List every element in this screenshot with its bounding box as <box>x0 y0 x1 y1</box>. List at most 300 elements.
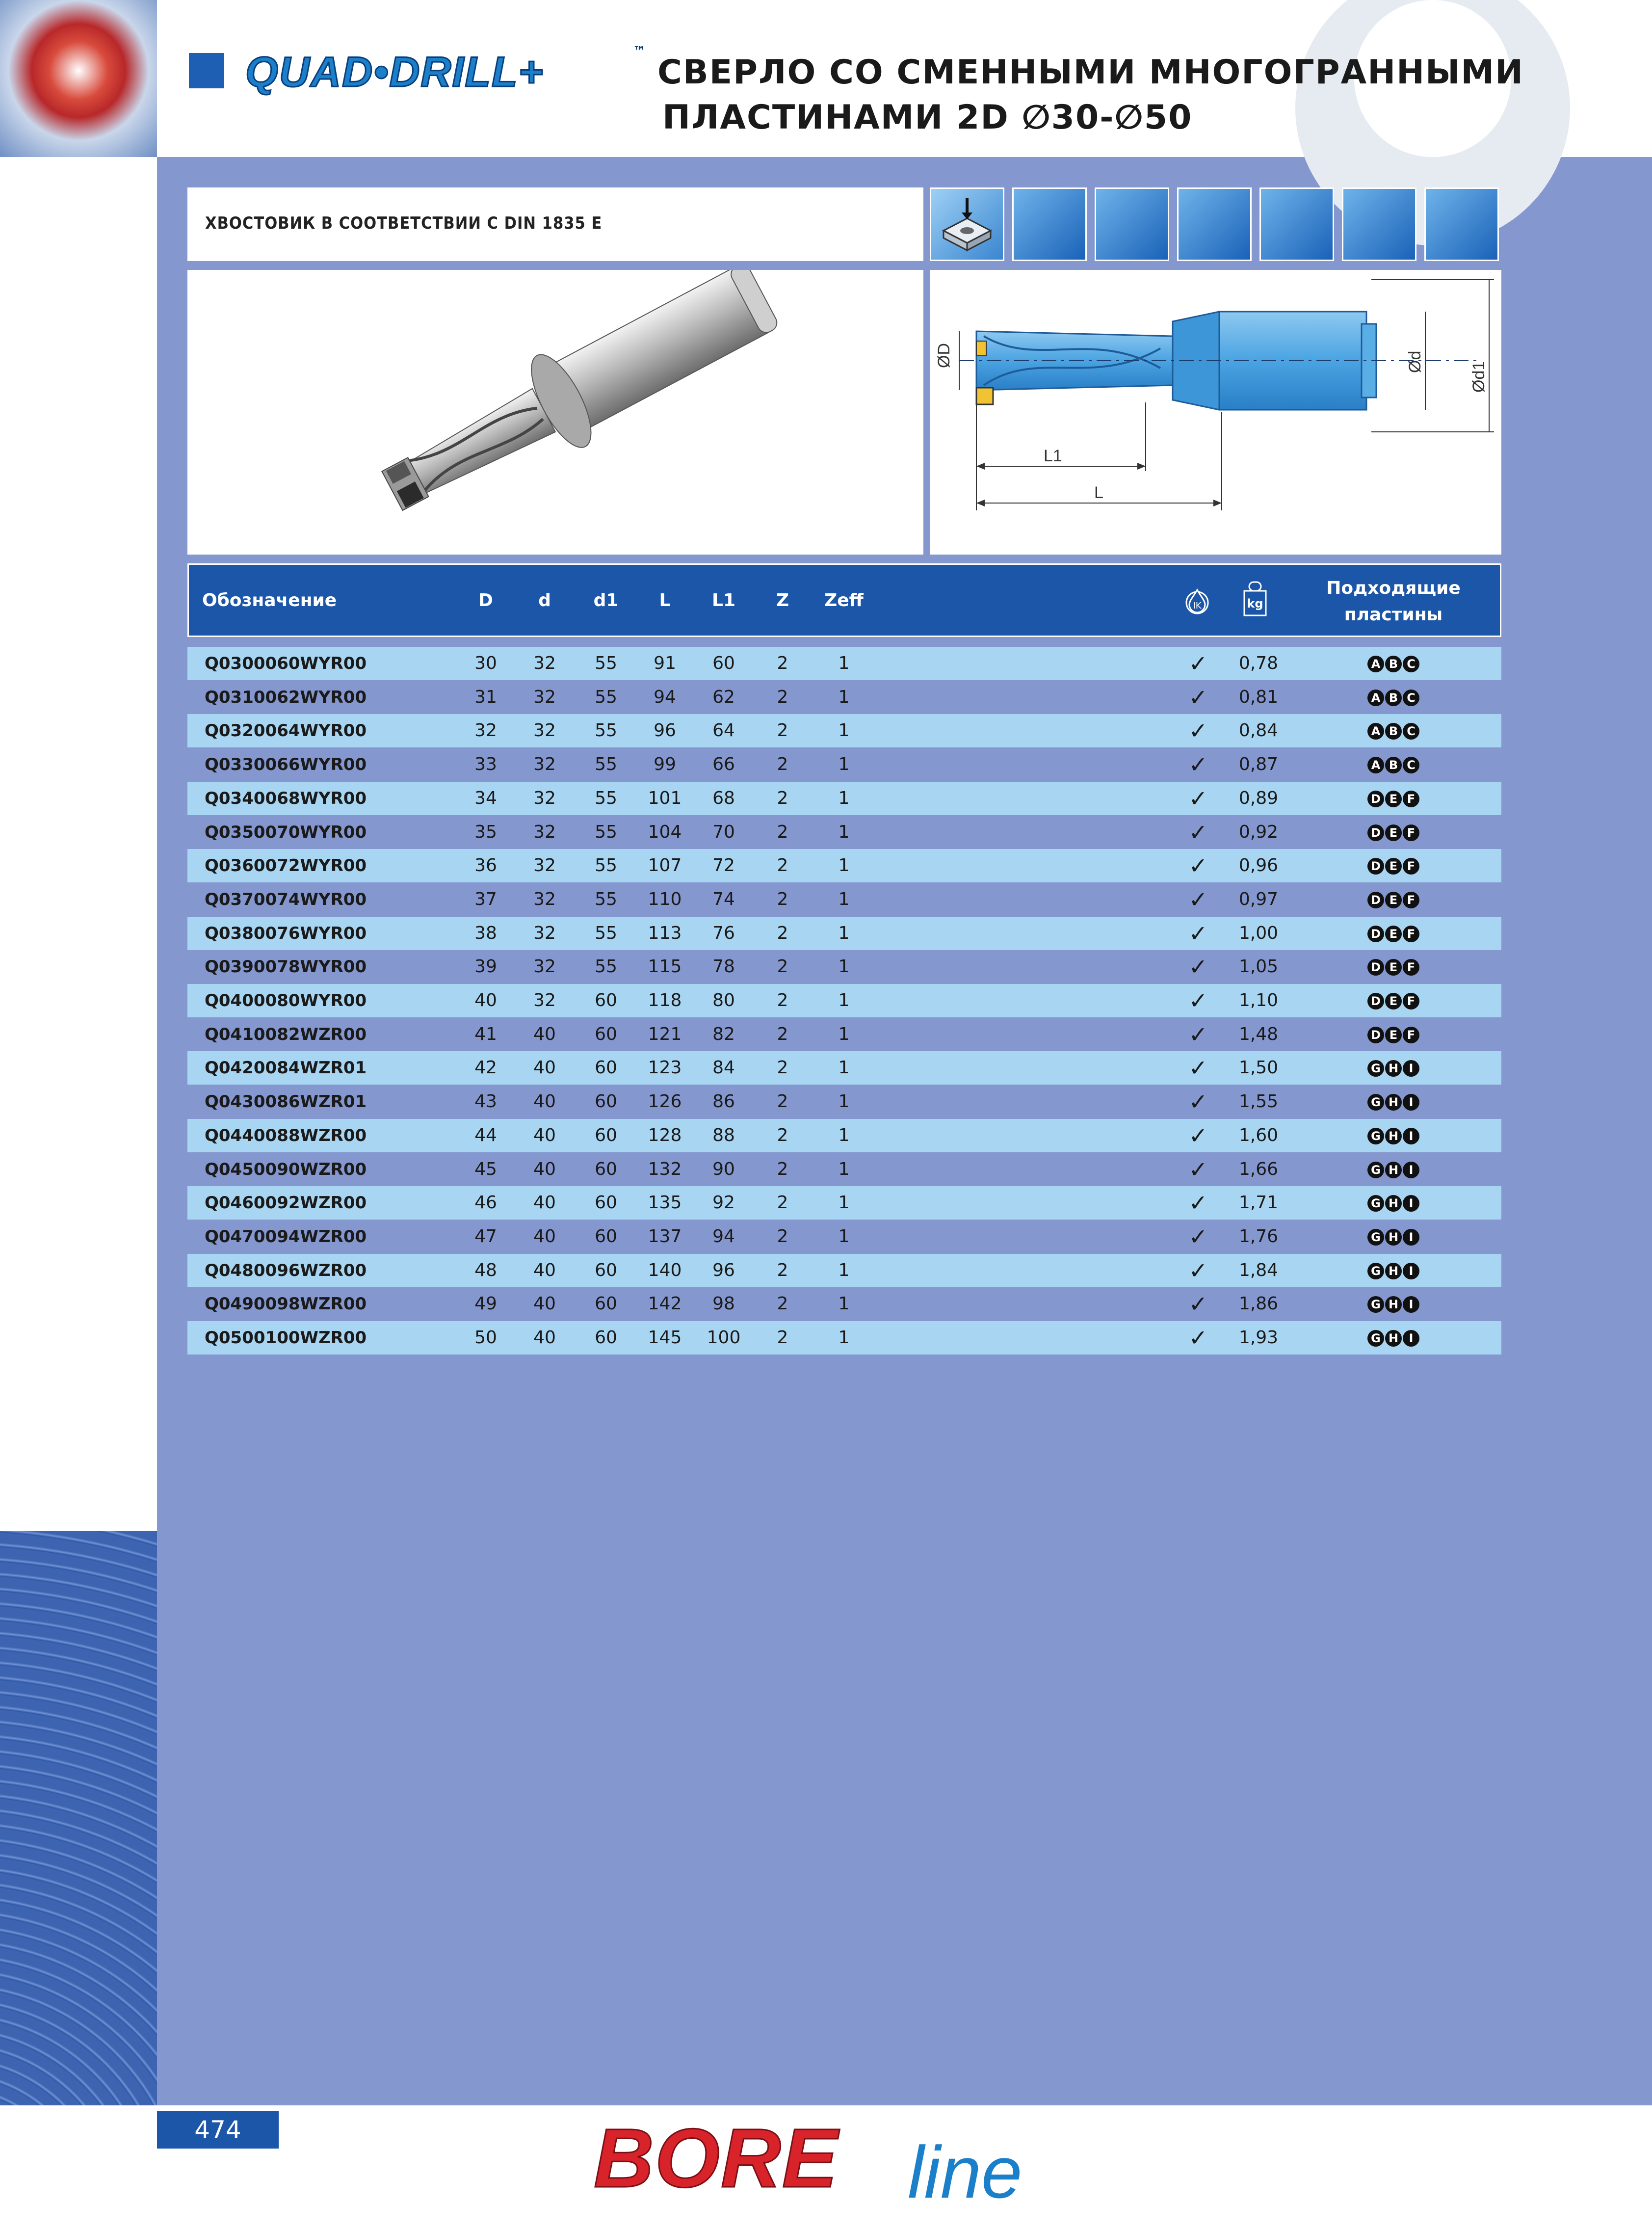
plate-badge: F <box>1403 993 1419 1009</box>
plate-badge: H <box>1385 1094 1402 1111</box>
plate-badge: A <box>1367 656 1384 672</box>
cell-kg: 1,05 <box>1238 956 1279 977</box>
plate-badge: B <box>1385 723 1402 740</box>
plate-badge: D <box>1367 993 1384 1009</box>
col-header-L1: L1 <box>712 590 735 611</box>
cell-code: Q0450090WZR00 <box>205 1159 367 1179</box>
cell-l: 118 <box>648 990 682 1010</box>
plate-badge: G <box>1367 1128 1384 1144</box>
table-row <box>187 1186 1501 1220</box>
cell-l1: 100 <box>707 1328 741 1348</box>
plate-badge: F <box>1403 892 1419 908</box>
page-title-line1: СВЕРЛО СО СМЕННЫМИ МНОГОГРАННЫМИ <box>657 53 1524 92</box>
cell-z: 2 <box>777 990 788 1010</box>
table-row <box>187 1287 1501 1321</box>
plate-badge: I <box>1403 1263 1419 1279</box>
plate-badge: H <box>1385 1128 1402 1144</box>
cell-d: 32 <box>533 687 556 707</box>
col-header-plates-line2: пластины <box>1344 605 1443 625</box>
coolant-check-icon: ✓ <box>1188 920 1208 947</box>
cell-d: 32 <box>533 822 556 842</box>
cell-code: Q0330066WYR00 <box>205 755 367 775</box>
dim-label-d1: Ød1 <box>1469 361 1488 393</box>
cell-d: 40 <box>533 1159 556 1179</box>
cell-d1: 60 <box>595 1058 617 1078</box>
cell-code: Q0440088WZR00 <box>205 1125 367 1145</box>
cell-kg: 1,10 <box>1238 990 1279 1010</box>
cell-code: Q0460092WZR00 <box>205 1193 367 1213</box>
cell-d1: 60 <box>595 1226 617 1247</box>
plate-badge: H <box>1385 1330 1402 1347</box>
coolant-check-icon: ✓ <box>1188 1156 1208 1183</box>
plate-badge: G <box>1367 1094 1384 1111</box>
plate-badge: D <box>1367 858 1384 875</box>
cell-l: 142 <box>648 1294 682 1314</box>
cell-l1: 98 <box>712 1294 735 1314</box>
plate-badge: E <box>1385 959 1402 976</box>
cell-kg: 1,71 <box>1238 1193 1279 1213</box>
cell-d1: 55 <box>595 956 617 977</box>
cell-d: 33 <box>474 754 497 775</box>
compatible-plates-badges <box>1349 748 1438 781</box>
cell-d: 40 <box>533 1226 556 1247</box>
coolant-check-icon: ✓ <box>1188 1021 1208 1048</box>
cell-zeff: 1 <box>838 923 850 943</box>
cell-code: Q0430086WZR01 <box>205 1092 367 1112</box>
col-header-code: Обозначение <box>202 590 337 611</box>
table-row <box>187 984 1501 1017</box>
cell-z: 2 <box>777 1260 788 1280</box>
cell-l1: 84 <box>712 1058 735 1078</box>
cell-l1: 92 <box>712 1193 735 1213</box>
title-square-marker <box>189 53 224 88</box>
cell-code: Q0390078WYR00 <box>205 957 367 977</box>
cell-kg: 1,55 <box>1238 1091 1279 1112</box>
cell-d: 30 <box>474 653 497 673</box>
plate-badge: E <box>1385 791 1402 807</box>
plate-badge: E <box>1385 926 1402 942</box>
cell-code: Q0400080WYR00 <box>205 991 367 1010</box>
plate-badge: B <box>1385 757 1402 773</box>
plate-badge: D <box>1367 892 1384 908</box>
plate-badge: D <box>1367 926 1384 942</box>
insert-type-icon <box>930 187 1004 261</box>
cell-l: 113 <box>648 923 682 943</box>
cell-kg: 0,81 <box>1238 687 1279 707</box>
decorative-photo-corner <box>0 0 157 157</box>
icon-slot-6 <box>1342 187 1416 261</box>
cell-code: Q0340068WYR00 <box>205 788 367 808</box>
cell-d: 47 <box>474 1226 497 1247</box>
cell-d: 40 <box>533 1260 556 1280</box>
plate-badge: G <box>1367 1296 1384 1313</box>
cell-d1: 60 <box>595 1294 617 1314</box>
plate-badge: H <box>1385 1229 1402 1246</box>
cell-d: 45 <box>474 1159 497 1179</box>
plate-badge: F <box>1403 1027 1419 1043</box>
cell-z: 2 <box>777 923 788 943</box>
plate-badge: C <box>1403 656 1419 672</box>
coolant-check-icon: ✓ <box>1188 717 1208 744</box>
cell-d: 46 <box>474 1193 497 1213</box>
cell-l: 101 <box>648 788 682 808</box>
cell-d: 32 <box>533 990 556 1010</box>
cell-z: 2 <box>777 720 788 741</box>
cell-d: 39 <box>474 956 497 977</box>
compatible-plates-badges <box>1349 883 1438 916</box>
cell-d: 32 <box>533 720 556 741</box>
cell-d: 32 <box>533 889 556 909</box>
table-row <box>187 1119 1501 1152</box>
coolant-check-icon: ✓ <box>1188 954 1208 981</box>
cell-zeff: 1 <box>838 822 850 842</box>
cell-z: 2 <box>777 855 788 876</box>
cell-d: 32 <box>533 754 556 775</box>
table-row <box>187 647 1501 680</box>
cell-l1: 74 <box>712 889 735 909</box>
plate-badge: C <box>1403 690 1419 706</box>
cell-code: Q0320064WYR00 <box>205 721 367 741</box>
cell-l1: 70 <box>712 822 735 842</box>
icon-slot-2 <box>1012 187 1087 261</box>
cell-zeff: 1 <box>838 1024 850 1044</box>
cell-d1: 60 <box>595 990 617 1010</box>
cell-code: Q0370074WYR00 <box>205 889 367 909</box>
plate-badge: D <box>1367 1027 1384 1043</box>
coolant-check-icon: ✓ <box>1188 650 1208 677</box>
cell-z: 2 <box>777 754 788 775</box>
table-row <box>187 1321 1501 1355</box>
plate-badge: I <box>1403 1195 1419 1212</box>
cell-kg: 1,86 <box>1238 1294 1279 1314</box>
coolant-check-icon: ✓ <box>1188 1122 1208 1149</box>
plate-badge: E <box>1385 892 1402 908</box>
col-header-Z: Z <box>776 590 789 611</box>
cell-d1: 60 <box>595 1159 617 1179</box>
cell-l: 126 <box>648 1091 682 1112</box>
plate-badge: I <box>1403 1128 1419 1144</box>
cell-kg: 1,50 <box>1238 1058 1279 1078</box>
cell-d1: 55 <box>595 754 617 775</box>
cell-l1: 90 <box>712 1159 735 1179</box>
cell-d: 48 <box>474 1260 497 1280</box>
cell-d: 31 <box>474 687 497 707</box>
cell-z: 2 <box>777 1226 788 1247</box>
dim-label-d: Ød <box>1406 350 1424 373</box>
table-row <box>187 748 1501 781</box>
table-row <box>187 681 1501 714</box>
cell-kg: 1,76 <box>1238 1226 1279 1247</box>
col-header-d1: d1 <box>593 590 619 611</box>
icon-slot-5 <box>1259 187 1334 261</box>
cell-l: 94 <box>654 687 676 707</box>
cell-zeff: 1 <box>838 720 850 741</box>
coolant-check-icon: ✓ <box>1188 1291 1208 1318</box>
cell-l: 96 <box>654 720 676 741</box>
table-row <box>187 782 1501 815</box>
drill-photo-illustration <box>187 270 923 555</box>
cell-d: 38 <box>474 923 497 943</box>
coolant-check-icon: ✓ <box>1188 1055 1208 1082</box>
plate-badge: H <box>1385 1195 1402 1212</box>
compatible-plates-badges <box>1349 782 1438 815</box>
cell-d: 40 <box>474 990 497 1010</box>
coolant-check-icon: ✓ <box>1188 1089 1208 1116</box>
cell-l: 107 <box>648 855 682 876</box>
cell-d1: 60 <box>595 1193 617 1213</box>
plate-badge: G <box>1367 1195 1384 1212</box>
plate-badge: E <box>1385 993 1402 1009</box>
cell-zeff: 1 <box>838 788 850 808</box>
cell-z: 2 <box>777 1125 788 1145</box>
cell-d: 40 <box>533 1193 556 1213</box>
weight-unit-label: kg <box>1247 597 1263 611</box>
page-number: 474 <box>194 2116 241 2144</box>
cell-d: 41 <box>474 1024 497 1044</box>
table-row <box>187 714 1501 747</box>
cell-z: 2 <box>777 1091 788 1112</box>
dim-label-L1: L1 <box>1044 447 1062 465</box>
coolant-check-icon: ✓ <box>1188 987 1208 1014</box>
table-row <box>187 1254 1501 1287</box>
cell-z: 2 <box>777 788 788 808</box>
coolant-check-icon: ✓ <box>1188 819 1208 846</box>
square-insert-icon <box>931 189 1003 260</box>
compatible-plates-badges <box>1349 1220 1438 1253</box>
cell-d: 44 <box>474 1125 497 1145</box>
compatible-plates-badges <box>1349 1018 1438 1051</box>
cell-z: 2 <box>777 822 788 842</box>
cell-l: 121 <box>648 1024 682 1044</box>
cell-d: 32 <box>533 855 556 876</box>
cell-d: 49 <box>474 1294 497 1314</box>
coolant-check-icon: ✓ <box>1188 1190 1208 1217</box>
cell-code: Q0470094WZR00 <box>205 1226 367 1247</box>
compatible-plates-badges <box>1349 1119 1438 1152</box>
cell-d: 32 <box>474 720 497 741</box>
plate-badge: I <box>1403 1060 1419 1077</box>
cell-code: Q0350070WYR00 <box>205 822 367 842</box>
cell-code: Q0380076WYR00 <box>205 923 367 943</box>
compatible-plates-badges <box>1349 1186 1438 1220</box>
cell-l1: 62 <box>712 687 735 707</box>
svg-text:IK: IK <box>1193 601 1202 611</box>
plate-badge: G <box>1367 1229 1384 1246</box>
brand-logo-line: line <box>908 2131 1023 2213</box>
cell-d1: 60 <box>595 1260 617 1280</box>
cell-z: 2 <box>777 687 788 707</box>
col-header-d: d <box>538 590 551 611</box>
cell-l1: 60 <box>712 653 735 673</box>
col-header-plates-line1: Подходящие <box>1326 578 1461 598</box>
coolant-drop-icon <box>1183 588 1211 615</box>
cell-zeff: 1 <box>838 1260 850 1280</box>
cell-d1: 55 <box>595 720 617 741</box>
table-row <box>187 1153 1501 1186</box>
quaddrill-logo: QUAD•DRILL+ <box>245 49 544 96</box>
cell-d1: 55 <box>595 687 617 707</box>
cell-d1: 55 <box>595 788 617 808</box>
cell-l1: 80 <box>712 990 735 1010</box>
cell-kg: 1,60 <box>1238 1125 1279 1145</box>
table-row <box>187 950 1501 983</box>
plate-badge: A <box>1367 757 1384 773</box>
trademark-symbol: ™ <box>633 44 646 59</box>
compatible-plates-badges <box>1349 816 1438 849</box>
plate-badge: E <box>1385 1027 1402 1043</box>
plate-badge: H <box>1385 1060 1402 1077</box>
cell-d: 32 <box>533 653 556 673</box>
cell-zeff: 1 <box>838 855 850 876</box>
compatible-plates-badges <box>1349 681 1438 714</box>
cell-zeff: 1 <box>838 653 850 673</box>
plate-badge: I <box>1403 1094 1419 1111</box>
cell-zeff: 1 <box>838 1125 850 1145</box>
cell-d: 32 <box>533 956 556 977</box>
cell-d1: 55 <box>595 855 617 876</box>
plate-badge: G <box>1367 1162 1384 1178</box>
cell-kg: 0,84 <box>1238 720 1279 741</box>
brand-logo-bore: BORE <box>594 2112 839 2205</box>
cell-kg: 1,93 <box>1238 1328 1279 1348</box>
cell-zeff: 1 <box>838 1091 850 1112</box>
cell-d: 43 <box>474 1091 497 1112</box>
plate-badge: A <box>1367 690 1384 706</box>
cell-d: 40 <box>533 1058 556 1078</box>
shank-standard-label: ХВОСТОВИК В СООТВЕТСТВИИ С DIN 1835 E <box>205 213 603 233</box>
table-row <box>187 849 1501 882</box>
cell-l1: 96 <box>712 1260 735 1280</box>
cell-d1: 60 <box>595 1125 617 1145</box>
cell-d1: 55 <box>595 653 617 673</box>
cell-l: 123 <box>648 1058 682 1078</box>
cell-code: Q0420084WZR01 <box>205 1058 367 1078</box>
plate-badge: D <box>1367 791 1384 807</box>
cell-code: Q0360072WYR00 <box>205 856 367 876</box>
cell-l: 110 <box>648 889 682 909</box>
col-header-L: L <box>659 590 671 611</box>
cell-code: Q0300060WYR00 <box>205 654 367 673</box>
icon-slot-7 <box>1424 187 1499 261</box>
plate-badge: H <box>1385 1162 1402 1178</box>
plate-badge: H <box>1385 1296 1402 1313</box>
plate-badge: G <box>1367 1263 1384 1279</box>
cell-d: 42 <box>474 1058 497 1078</box>
plate-badge: I <box>1403 1162 1419 1178</box>
cell-l: 132 <box>648 1159 682 1179</box>
cell-z: 2 <box>777 653 788 673</box>
plate-badge: I <box>1403 1296 1419 1313</box>
cell-z: 2 <box>777 1294 788 1314</box>
cell-kg: 1,66 <box>1238 1159 1279 1179</box>
table-row <box>187 816 1501 849</box>
cell-code: Q0480096WZR00 <box>205 1260 367 1280</box>
table-row <box>187 1018 1501 1051</box>
cell-d: 50 <box>474 1328 497 1348</box>
cell-kg: 0,92 <box>1238 822 1279 842</box>
cell-d1: 55 <box>595 923 617 943</box>
cell-l: 104 <box>648 822 682 842</box>
plate-badge: F <box>1403 959 1419 976</box>
cell-d1: 60 <box>595 1091 617 1112</box>
cell-kg: 0,89 <box>1238 788 1279 808</box>
dim-label-D: ØD <box>935 343 953 368</box>
cell-l: 137 <box>648 1226 682 1247</box>
coolant-check-icon: ✓ <box>1188 852 1208 879</box>
cell-zeff: 1 <box>838 956 850 977</box>
cell-d: 32 <box>533 923 556 943</box>
cell-l: 135 <box>648 1193 682 1213</box>
plate-badge: I <box>1403 1330 1419 1347</box>
compatible-plates-badges <box>1349 1153 1438 1186</box>
cell-z: 2 <box>777 1159 788 1179</box>
table-row <box>187 883 1501 916</box>
cell-l: 128 <box>648 1125 682 1145</box>
plate-badge: F <box>1403 791 1419 807</box>
cell-code: Q0500100WZR00 <box>205 1328 367 1348</box>
plate-badge: E <box>1385 858 1402 875</box>
cell-kg: 0,78 <box>1238 653 1279 673</box>
cell-z: 2 <box>777 889 788 909</box>
cell-l1: 68 <box>712 788 735 808</box>
cell-kg: 1,00 <box>1238 923 1279 943</box>
coolant-check-icon: ✓ <box>1188 751 1208 778</box>
table-row <box>187 1085 1501 1118</box>
cell-l1: 94 <box>712 1226 735 1247</box>
cell-l: 145 <box>648 1328 682 1348</box>
cell-d: 36 <box>474 855 497 876</box>
dimension-drawing <box>930 270 1501 555</box>
plate-badge: E <box>1385 824 1402 841</box>
compatible-plates-badges <box>1349 1085 1438 1118</box>
cell-l1: 66 <box>712 754 735 775</box>
cell-d1: 55 <box>595 889 617 909</box>
cell-zeff: 1 <box>838 754 850 775</box>
compatible-plates-badges <box>1349 984 1438 1017</box>
cell-l: 91 <box>654 653 676 673</box>
plate-badge: B <box>1385 656 1402 672</box>
plate-badge: F <box>1403 824 1419 841</box>
cell-d: 40 <box>533 1091 556 1112</box>
cell-d: 32 <box>533 788 556 808</box>
icon-slot-3 <box>1095 187 1169 261</box>
cell-d: 34 <box>474 788 497 808</box>
cell-kg: 0,97 <box>1238 889 1279 909</box>
coolant-check-icon: ✓ <box>1188 1325 1208 1351</box>
cell-d: 35 <box>474 822 497 842</box>
cell-l1: 86 <box>712 1091 735 1112</box>
cell-l: 140 <box>648 1260 682 1280</box>
cell-code: Q0490098WZR00 <box>205 1294 367 1314</box>
compatible-plates-badges <box>1349 647 1438 680</box>
cell-d1: 60 <box>595 1328 617 1348</box>
cell-d1: 60 <box>595 1024 617 1044</box>
cell-z: 2 <box>777 1193 788 1213</box>
compatible-plates-badges <box>1349 849 1438 882</box>
compatible-plates-badges <box>1349 1254 1438 1287</box>
cell-code: Q0410082WZR00 <box>205 1024 367 1044</box>
cell-l1: 72 <box>712 855 735 876</box>
cell-d: 40 <box>533 1328 556 1348</box>
cell-zeff: 1 <box>838 990 850 1010</box>
cell-zeff: 1 <box>838 1058 850 1078</box>
cell-z: 2 <box>777 1328 788 1348</box>
table-row <box>187 917 1501 950</box>
plate-badge: F <box>1403 926 1419 942</box>
cell-d: 40 <box>533 1294 556 1314</box>
table-row <box>187 1051 1501 1085</box>
plate-badge: G <box>1367 1060 1384 1077</box>
